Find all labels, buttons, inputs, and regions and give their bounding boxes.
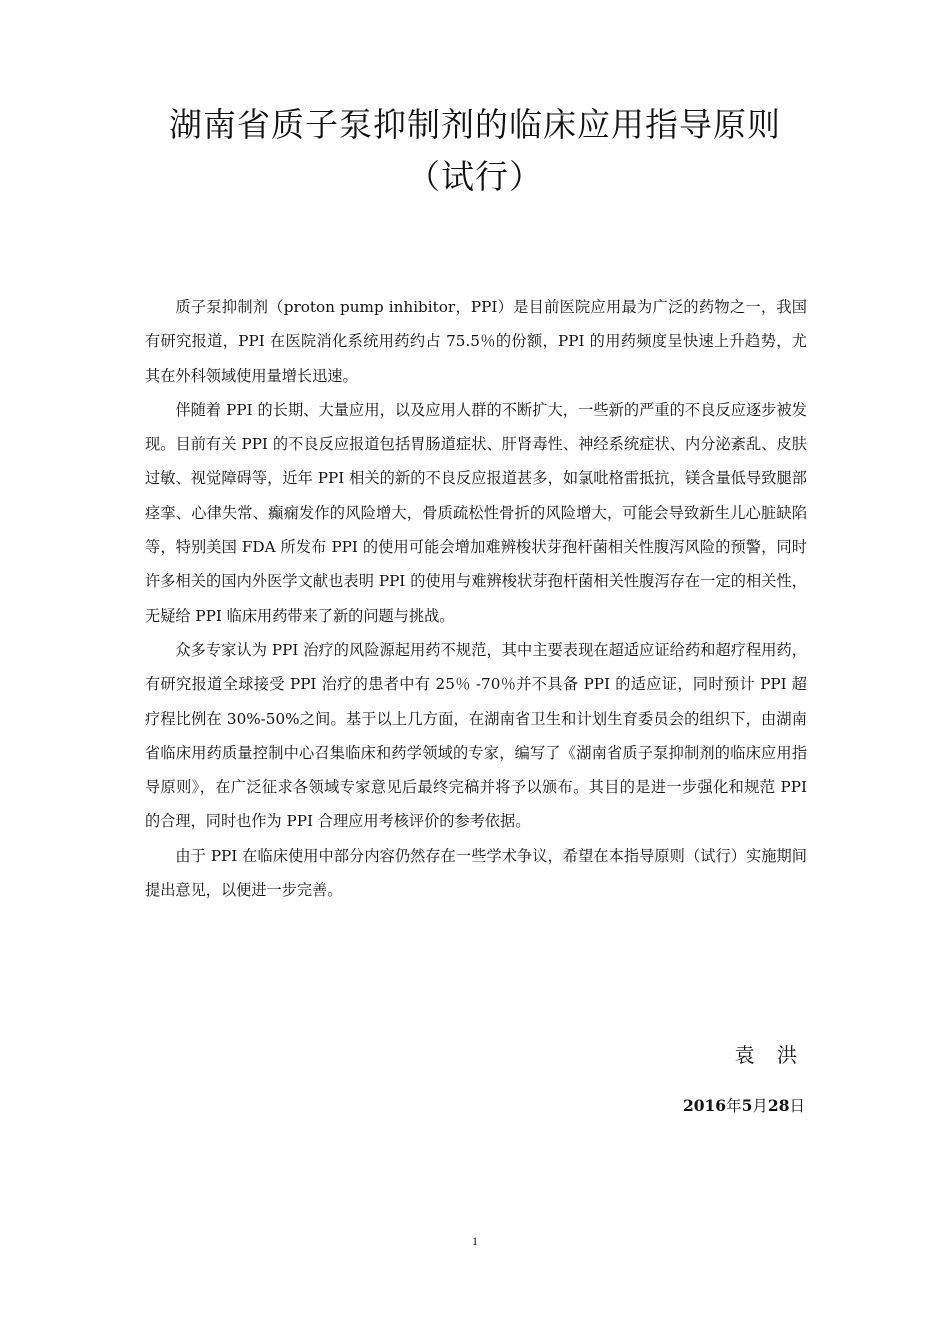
page-number: 1 <box>472 1234 478 1248</box>
document-title-suffix: （试行） <box>407 157 543 196</box>
date-day: 28 <box>767 1096 790 1115</box>
date-year-char: 年 <box>726 1097 742 1115</box>
document-title: 湖南省质子泵抑制剂的临床应用指导原则 <box>169 105 781 144</box>
date-month-char: 月 <box>752 1097 768 1115</box>
document-body <box>145 290 807 907</box>
paragraph-4: 由于 PPI 在临床使用中部分内容仍然存在一些学术争议，希望在本指导原则（试行）实施期间提出意见，以便进一步完善。 <box>145 846 807 900</box>
paragraph-2: 伴随着 PPI 的长期、大量应用，以及应用人群的不断扩大，一些新的严重的不良反应逐步被发现。目前有关 PPI 的不良反应报道包括胃肠道症状、肝肾毒性、神经系统症状、内分泌紊乱、皮肤过敏、视觉障碍等，近年 PPI 相关的新的不良反应报道甚多，如氯吡格雷抵抗，镁含量低导致腿部痉挛、心律失常、癫痫发作的风险增大，骨质疏松性骨折的风险增大，可能会导致新生儿心脏缺陷等，特别美国 FDA 所发布 PPI 的使用可能会增加难辨梭状芽孢杆菌相关性腹泻风险的预警，同时许多相关的国内外医学文献也表明 PPI 的使用与难辨梭状芽孢杆菌相关性腹泻存在一定的相关性，无疑给 PPI 临床用药带来了新的问题与挑战。 <box>145 400 807 625</box>
author-signature: 袁 洪 <box>734 1043 805 1067</box>
date-year: 2016 <box>682 1096 727 1115</box>
date-month: 5 <box>741 1096 753 1115</box>
document-date <box>683 1094 805 1118</box>
paragraph-1: 质子泵抑制剂（proton pump inhibitor，PPI）是目前医院应用最为广泛的药物之一，我国有研究报道，PPI 在医院消化系统用药约占 75.5％的份额，PPI 的用药频度呈快速上升趋势，尤其在外科领域使用量增长迅速。 <box>145 298 807 385</box>
date-day-char: 日 <box>789 1097 805 1115</box>
paragraph-3: 众多专家认为 PPI 治疗的风险源起用药不规范，其中主要表现在超适应证给药和超疗程用药，有研究报道全球接受 PPI 治疗的患者中有 25％ -70％并不具备 PPI 的适应证，同时预计 PPI 超疗程比例在 30%-50%之间。基于以上几方面，在湖南省卫生和计划生育委员会的组织下，由湖南省临床用药质量控制中心召集临床和药学领域的专家，编写了《湖南省质子泵抑制剂的临床应用指导原则》，在广泛征求各领域专家意见后最终完稿并将予以颁布。其目的是进一步强化和规范 PPI 的合理，同时也作为 PPI 合理应用考核评价的参考依据。 <box>145 640 807 831</box>
